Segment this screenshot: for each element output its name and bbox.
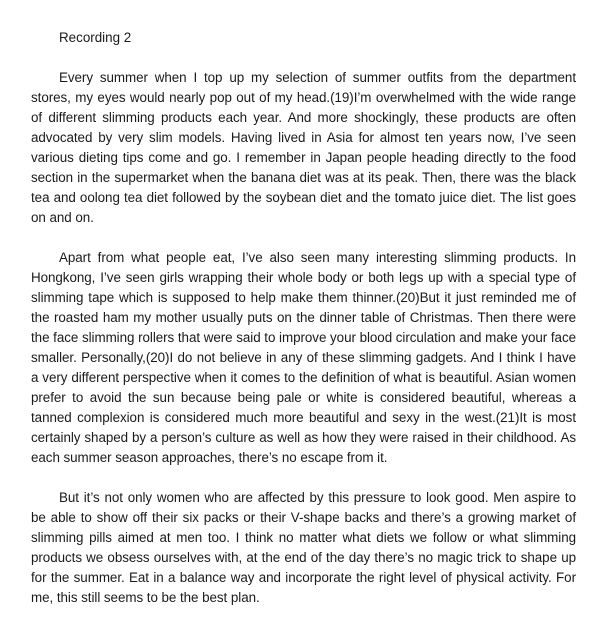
paragraph-1: Every summer when I top up my selection of summer outfits from the department stores, my eyes would nearly pop out of my head.(19)I’m overwhelmed with the wide range of different slimming products each year. And more shockingly, these products are often advocated by very slim models. Having lived in Asia for almost ten years now, I’ve seen various dieting tips come and go. I remember in Japan people heading directly to the food section in the supermarket when the banana diet was at its peak. Then, there was the black tea and oolong tea diet followed by the soybean diet and the tomato juice diet. The list goes on and on. [31, 70, 576, 225]
document-page [31, 28, 576, 608]
paragraph-2: Apart from what people eat, I’ve also seen many interesting slimming products. In Hongkong, I’ve seen girls wrapping their whole body or both legs up with a special type of slimming tape which is supposed to help make them thinner.(20)But it just reminded me of the roasted ham my mother usually puts on the dinner table of Christmas. Then there were the face slimming rollers that were said to improve your blood circulation and make your face smaller. Personally,(20)I do not believe in any of these slimming gadgets. And I think I have a very different perspective when it comes to the definition of what is beautiful. Asian women prefer to avoid the sun because being pale or white is considered beautiful, whereas a tanned complexion is considered much more beautiful and sexy in the west.(21)It is most certainly shaped by a person’s culture as well as how they were raised in their childhood. As each summer season approaches, there’s no escape from it. [31, 250, 576, 465]
paragraph-3: But it’s not only women who are affected by this pressure to look good. Men aspire to be able to show off their six packs or their V-shape backs and there’s a growing market of slimming pills aimed at men too. I think no matter what diets we follow or what slimming products we obsess ourselves with, at the end of the day there’s no magic trick to shape up for the summer. Eat in a balance way and incorporate the right level of physical activity. For me, this still seems to be the best plan. [31, 490, 576, 605]
document-title: Recording 2 [59, 30, 132, 45]
